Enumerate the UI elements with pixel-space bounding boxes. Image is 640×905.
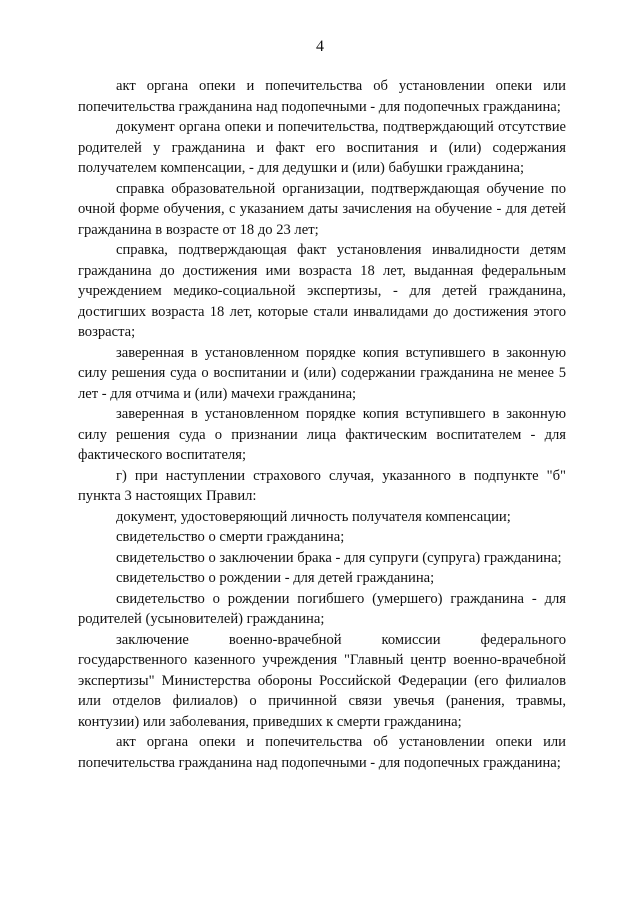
paragraph: г) при наступлении страхового случая, указанного в подпункте "б" пункта 3 настоящих Правил: <box>78 467 566 504</box>
paragraph: справка, подтверждающая факт установления инвалидности детям гражданина до достижения ими возраста 18 лет, выданная федеральным учреждением медико-социальной экспертизы, - для детей гражданина, достигших возраста 18 лет, которые стали инвалидами до достижения этого возраста; <box>78 242 566 340</box>
paragraph: свидетельство о рождении - для детей гражданина; <box>116 570 435 586</box>
document-body <box>78 76 566 773</box>
paragraph: свидетельство о заключении брака - для супруги (супруга) гражданина; <box>116 549 562 566</box>
paragraph: заключение военно-врачебной комиссии федерального государственного казенного учреждения "Главный центр военно-врачебной экспертизы" Министерства обороны Российской Федерации (его филиалов или отделов филиалов) о причинной связи увечья (ранения, травмы, контузии) или заболевания, приведших к смерти гражданина; <box>78 631 566 730</box>
page-number: 4 <box>316 38 324 55</box>
paragraph: свидетельство о рождении погибшего (умершего) гражданина - для родителей (усыновителей) гражданина; <box>78 590 566 627</box>
paragraph: заверенная в установленном порядке копия вступившего в законную силу решения суда о признании лица фактическим воспитателем - для фактического воспитателя; <box>78 406 566 463</box>
paragraph: справка образовательной организации, подтверждающая обучение по очной форме обучения, с указанием даты зачисления на обучение - для детей гражданина в возрасте от 18 до 23 лет; <box>78 180 566 238</box>
paragraph: акт органа опеки и попечительства об установлении опеки или попечительства гражданина над подопечными - для подопечных гражданина; <box>78 78 566 115</box>
paragraph: акт органа опеки и попечительства об установлении опеки или попечительства гражданина над подопечными - для подопечных гражданина; <box>78 734 566 771</box>
paragraph: заверенная в установленном порядке копия вступившего в законную силу решения суда о воспитании и (или) содержании гражданина не менее 5 лет - для отчима и (или) мачехи гражданина; <box>78 344 566 402</box>
paragraph: свидетельство о смерти гражданина; <box>116 529 345 545</box>
paragraph: документ, удостоверяющий личность получателя компенсации; <box>116 508 511 525</box>
paragraph: документ органа опеки и попечительства, подтверждающий отсутствие родителей у гражданина и факт его воспитания и (или) содержания получателем компенсации, - для дедушки и (или) бабушки гражданина; <box>78 119 566 176</box>
